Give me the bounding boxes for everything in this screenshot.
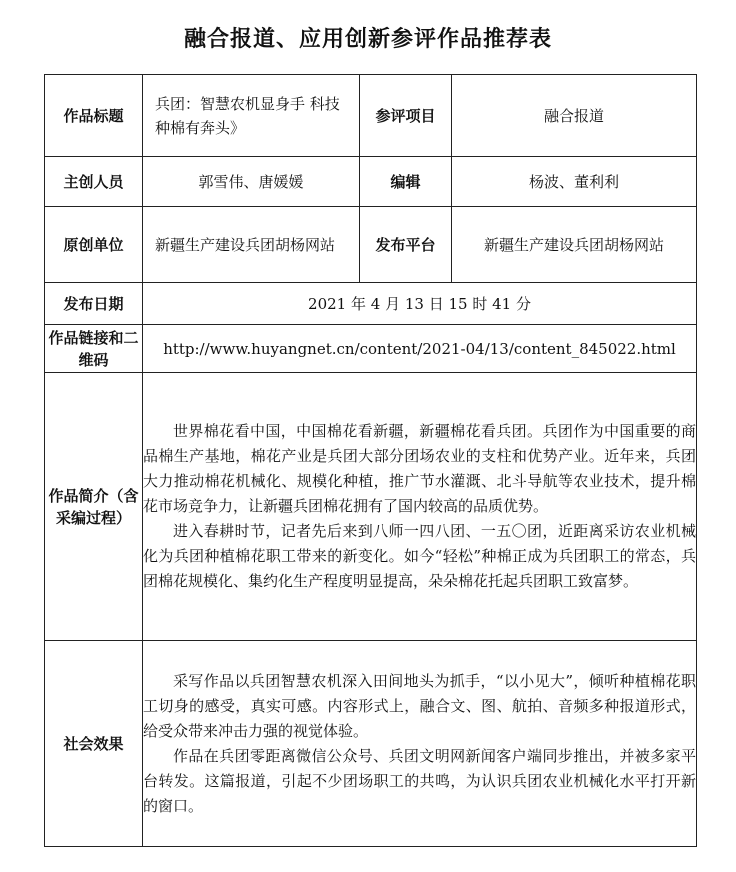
platform-value: 新疆生产建设兵团胡杨网站	[452, 207, 697, 283]
row-social-effect	[45, 641, 697, 847]
publish-date-value: 2021 年 4 月 13 日 15 时 41 分	[143, 283, 697, 325]
platform-label: 发布平台	[360, 207, 452, 283]
category-value: 融合报道	[452, 75, 697, 157]
link-label: 作品链接和二维码	[45, 325, 143, 373]
editor-value: 杨波、董利利	[452, 157, 697, 207]
row-link	[45, 325, 697, 373]
origin-unit-value: 新疆生产建设兵团胡杨网站	[143, 207, 360, 283]
category-label: 参评项目	[360, 75, 452, 157]
creators-label: 主创人员	[45, 157, 143, 207]
recommendation-form-table	[44, 74, 697, 847]
page-title: 融合报道、应用创新参评作品推荐表	[183, 26, 552, 52]
origin-unit-label: 原创单位	[45, 207, 143, 283]
publish-date-label: 发布日期	[45, 283, 143, 325]
link-value[interactable]: http://www.huyangnet.cn/content/2021-04/13/content_845022.html	[143, 325, 697, 373]
creators-value: 郭雪伟、唐媛媛	[143, 157, 360, 207]
row-creators	[45, 157, 697, 207]
work-title-value: 兵团：智慧农机显身手 科技种棉有奔头》	[143, 75, 360, 157]
effect-paragraph: 作品在兵团零距离微信公众号、兵团文明网新闻客户端同步推出，并被多家平台转发。这篇报道，引起不少团场职工的共鸣，为认识兵团农业机械化水平打开新的窗口。	[143, 746, 696, 815]
effect-text	[143, 641, 697, 847]
work-title-label: 作品标题	[45, 75, 143, 157]
summary-paragraph: 进入春耕时节，记者先后来到八师一四八团、一五〇团，近距离采访农业机械化为兵团种植棉花职工带来的新变化。如今“轻松”种棉正成为兵团职工的常态，兵团棉花规模化、集约化生产程度明显提高，朵朵棉花托起兵团职工致富梦。	[143, 522, 696, 590]
row-summary	[45, 373, 697, 641]
row-publish-date	[45, 283, 697, 325]
effect-paragraph: 采写作品以兵团智慧农机深入田间地头为抓手，“以小见大”，倾听种植棉花职工切身的感受，真实可感。内容形式上，融合文、图、航拍、音频多种报道形式，给受众带来冲击力强的视觉体验。	[143, 671, 696, 740]
summary-paragraph: 世界棉花看中国，中国棉花看新疆，新疆棉花看兵团。兵团作为中国重要的商品棉生产基地，棉花产业是兵团大部分团场农业的支柱和优势产业。近年来，兵团大力推动棉花机械化、规模化种植，推广节水灌溉、北斗导航等农业技术，提升棉花市场竞争力，让新疆兵团棉花拥有了国内较高的品质优势。	[143, 422, 696, 515]
summary-label: 作品简介（含采编过程）	[45, 373, 143, 641]
row-origin-unit	[45, 207, 697, 283]
row-work-title	[45, 75, 697, 157]
editor-label: 编辑	[360, 157, 452, 207]
effect-label: 社会效果	[45, 641, 143, 847]
summary-text	[143, 373, 697, 641]
